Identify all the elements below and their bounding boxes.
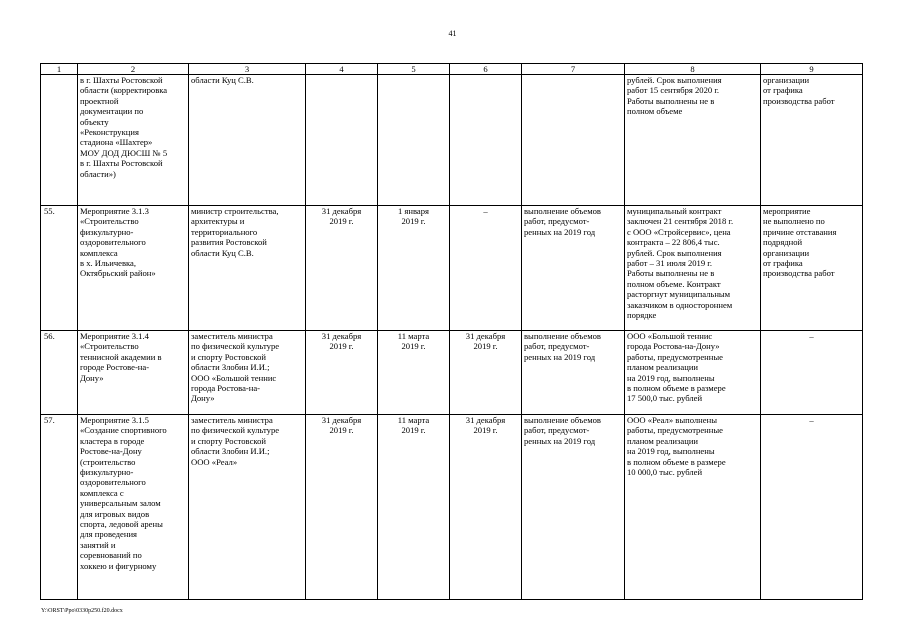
page-number: 41 — [448, 29, 457, 38]
note-cell: – — [761, 415, 863, 600]
responsible-cell: заместитель министра по физической культуре и спорту Ростовской области Злобин И.И.; ООО «Реал» — [189, 415, 306, 600]
actual-start-cell: 11 марта 2019 г. — [378, 415, 450, 600]
column-header: 3 — [189, 64, 306, 75]
column-header: 9 — [761, 64, 863, 75]
expected-result-cell: выполнение объемов работ, предусмот- ренных на 2019 год — [522, 206, 625, 331]
status-cell: рублей. Срок выполнения работ 15 сентября 2020 г. Работы выполнены не в полном объеме — [625, 75, 761, 206]
actual-start-cell: 11 марта 2019 г. — [378, 331, 450, 415]
column-header: 1 — [41, 64, 78, 75]
footer-file-path: Y:\ORST\Ppo\0330p250.f20.docx — [41, 608, 123, 614]
planned-date-cell: 31 декабря 2019 г. — [306, 206, 378, 331]
event-cell: Мероприятие 3.1.5 «Создание спортивного кластера в городе Ростове-на-Дону (строительство физкультурно- оздоровительного комплекса с универсальным залом для игровых видов спорта, ледовой арены для проведения занятий и соревнований по хоккею и фигурному — [78, 415, 189, 600]
responsible-cell: заместитель министра по физической культуре и спорту Ростовской области Злобин И.И.; ООО «Большой теннис города Ростова-на- Дону» — [189, 331, 306, 415]
table-row — [41, 206, 863, 331]
event-cell: Мероприятие 3.1.4 «Строительство теннисной академии в городе Ростове-на- Дону» — [78, 331, 189, 415]
table-row — [41, 75, 863, 206]
planned-date-cell: 31 декабря 2019 г. — [306, 331, 378, 415]
note-cell: – — [761, 331, 863, 415]
actual-end-cell: 31 декабря 2019 г. — [450, 331, 522, 415]
column-header: 8 — [625, 64, 761, 75]
expected-result-cell: выполнение объемов работ, предусмот- ренных на 2019 год — [522, 415, 625, 600]
row-number-cell: 55. — [41, 206, 78, 331]
status-cell: муниципальный контракт заключен 21 сентября 2018 г. с ООО «Стройсервис», цена контракта – 22 806,4 тыс. рублей. Срок выполнения работ – 31 июля 2019 г. Работы выполнены не в полном объеме. Контракт расторгнут муниципальным заказчиком в одностороннем порядке — [625, 206, 761, 331]
responsible-cell: области Куц С.В. — [189, 75, 306, 206]
column-header: 4 — [306, 64, 378, 75]
status-cell: ООО «Большой теннис города Ростова-на-Дону» работы, предусмотренные планом реализации на 2019 год, выполнены в полном объеме в размере 17 500,0 тыс. рублей — [625, 331, 761, 415]
row-number-cell: 57. — [41, 415, 78, 600]
column-header: 5 — [378, 64, 450, 75]
event-cell: Мероприятие 3.1.3 «Строительство физкультурно- оздоровительного комплекса в х. Ильичевка, Октябрьский район» — [78, 206, 189, 331]
column-header: 2 — [78, 64, 189, 75]
column-header: 7 — [522, 64, 625, 75]
table-header-row — [41, 64, 863, 75]
column-header: 6 — [450, 64, 522, 75]
row-number-cell: 56. — [41, 331, 78, 415]
table-row — [41, 331, 863, 415]
table-row — [41, 415, 863, 600]
actual-end-cell: 31 декабря 2019 г. — [450, 415, 522, 600]
planned-date-cell: 31 декабря 2019 г. — [306, 415, 378, 600]
responsible-cell: министр строительства, архитектуры и территориального развития Ростовской области Куц С.В. — [189, 206, 306, 331]
actual-end-cell — [450, 75, 522, 206]
event-cell: в г. Шахты Ростовской области (корректировка проектной документации по объекту «Реконструкция стадиона «Шахтер» МОУ ДОД ДЮСШ № 5 в г. Шахты Ростовской области») — [78, 75, 189, 206]
row-number-cell — [41, 75, 78, 206]
actual-start-cell — [378, 75, 450, 206]
expected-result-cell: выполнение объемов работ, предусмот- ренных на 2019 год — [522, 331, 625, 415]
actual-start-cell: 1 января 2019 г. — [378, 206, 450, 331]
note-cell: организации от графика производства работ — [761, 75, 863, 206]
note-cell: мероприятие не выполнено по причине отставания подрядной организации от графика производства работ — [761, 206, 863, 331]
report-table — [40, 63, 863, 600]
status-cell: ООО «Реал» выполнены работы, предусмотренные планом реализации на 2019 год, выполнены в полном объеме в размере 10 000,0 тыс. рублей — [625, 415, 761, 600]
expected-result-cell — [522, 75, 625, 206]
actual-end-cell: – — [450, 206, 522, 331]
planned-date-cell — [306, 75, 378, 206]
